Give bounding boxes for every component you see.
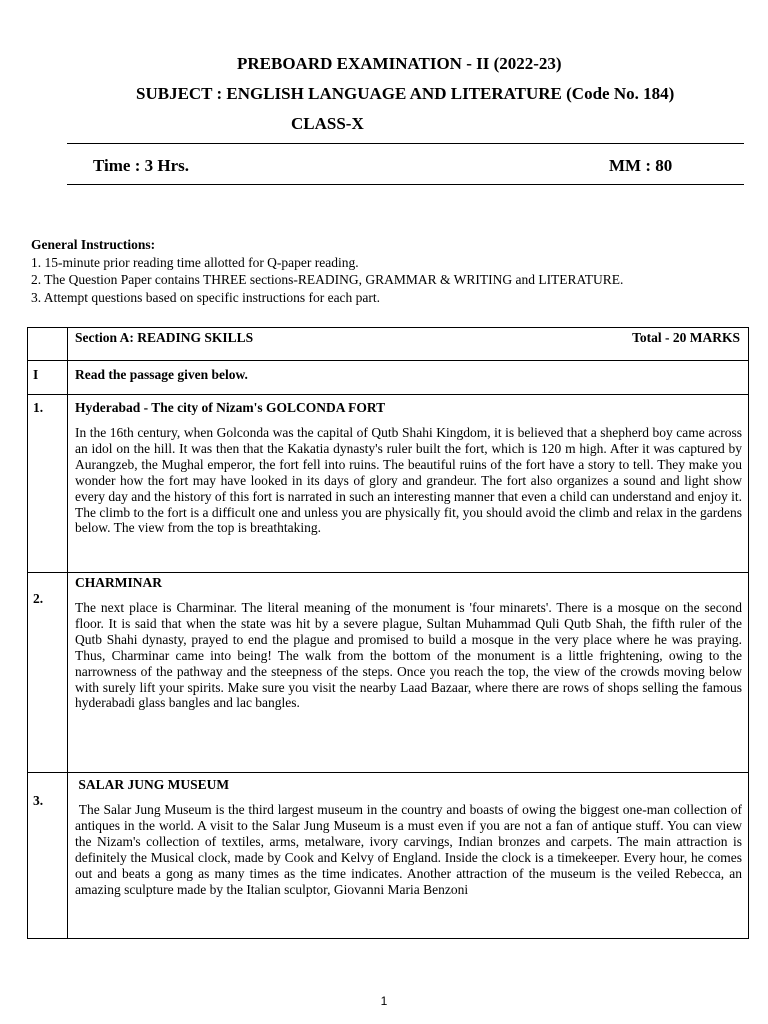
section-title: Section A: READING SKILLS — [75, 330, 254, 345]
section-header-cell — [68, 328, 749, 361]
section-total-marks: Total - 20 MARKS — [632, 330, 740, 345]
page-number: 1 — [380, 994, 388, 1008]
header-top-rule — [67, 143, 744, 144]
passage-cell — [68, 573, 749, 773]
question-row — [28, 361, 749, 395]
passage-heading: Hyderabad - The city of Nizam's GOLCONDA FORT — [75, 400, 386, 415]
passage-cell — [68, 773, 749, 939]
question-number: I — [28, 361, 68, 395]
passage-number: 3. — [28, 773, 68, 939]
general-instructions — [31, 236, 751, 306]
class-title: CLASS-X — [291, 114, 364, 133]
general-instructions-title: General Instructions: — [31, 237, 156, 252]
passage-heading: SALAR JUNG MUSEUM — [75, 777, 230, 792]
passage-number: 1. — [28, 395, 68, 573]
instruction-item: 1. 15-minute prior reading time allotted for Q-paper reading. — [31, 254, 359, 270]
passage-text: In the 16th century, when Golconda was the capital of Qutb Shahi Kingdom, it is believed that a shepherd boy came across an idol on the hill. It was then that the Kakatia dynasty's ruler built the fort, which is 120 m high. After it was captured by Aurangzeb, the Mughal emperor, the fort fell into ruins. The beautiful ruins of the fort have a story to tell. They make you wonder how the fort may have looked in its days of glory and grandeur. The fort also organizes a sound and light show every day and the history of this fort is narrated in such an interesting manner that even a child can understand and enjoy it. The climb to the fort is a difficult one and unless you are physically fit, you should avoid the climb and relax in the gardens below. The view from the top is breathtaking. — [75, 425, 742, 536]
passage-row — [28, 395, 749, 573]
passage-text: The Salar Jung Museum is the third largest museum in the country and boasts of owing the biggest one-man collection of antiques in the world. A visit to the Salar Jung Museum is a must even if you are not a fan of antique stuff. You can view the Nizam's collection of textiles, arms, metalware, ivory carvings, Indian bronzes and carpets. The main attraction is definitely the Musical clock, made by Cook and Kelvy of England. Inside the clock is a timekeeper. Every hour, he comes out and beats a gong as many times as the time indicates. Another attraction of the museum is the veiled Rebecca, an amazing sculpture made by the Italian sculptor, Giovanni Maria Benzoni — [75, 802, 746, 897]
passage-cell — [68, 395, 749, 573]
question-table — [27, 327, 749, 939]
passage-row — [28, 773, 749, 939]
time-label: Time : 3 Hrs. — [93, 156, 190, 175]
marks-label: MM : 80 — [609, 156, 673, 175]
subject-title: SUBJECT : ENGLISH LANGUAGE AND LITERATURE (Code No. 184) — [136, 84, 675, 103]
section-number-cell — [28, 328, 68, 361]
instruction-item: 2. The Question Paper contains THREE sections-READING, GRAMMAR & WRITING and LITERATURE. — [31, 272, 624, 287]
exam-title: PREBOARD EXAMINATION - II (2022-23) — [237, 54, 562, 73]
instruction-item: 3. Attempt questions based on specific instructions for each part. — [31, 289, 381, 305]
passage-text: The next place is Charminar. The literal meaning of the monument is 'four minarets'. There is a mosque on the second floor. It is said that when the state was hit by a severe plague, Sultan Muhammad Quli Qutb Shah, the fifth ruler of the Qutb Shahi dynasty, prayed to end the plague and promised to build a mosque in the very place where he was praying. Thus, Charminar came into being! The walk from the bottom of the monument is a little frightening, owing to the narrowness of the pathway and the steepness of the steps. Once you reach the top, the view of the crowds moving below with surely lift your spirits. Make sure you visit the nearby Laad Bazaar, where there are rows of shops selling the famous hyderabadi glass bangles and lac bangles. — [75, 600, 742, 711]
passage-row — [28, 573, 749, 773]
header-bottom-rule — [67, 184, 744, 185]
passage-heading: CHARMINAR — [75, 575, 162, 590]
passage-number: 2. — [28, 573, 68, 773]
question-instruction: Read the passage given below. — [68, 361, 749, 395]
section-header-row — [28, 328, 749, 361]
